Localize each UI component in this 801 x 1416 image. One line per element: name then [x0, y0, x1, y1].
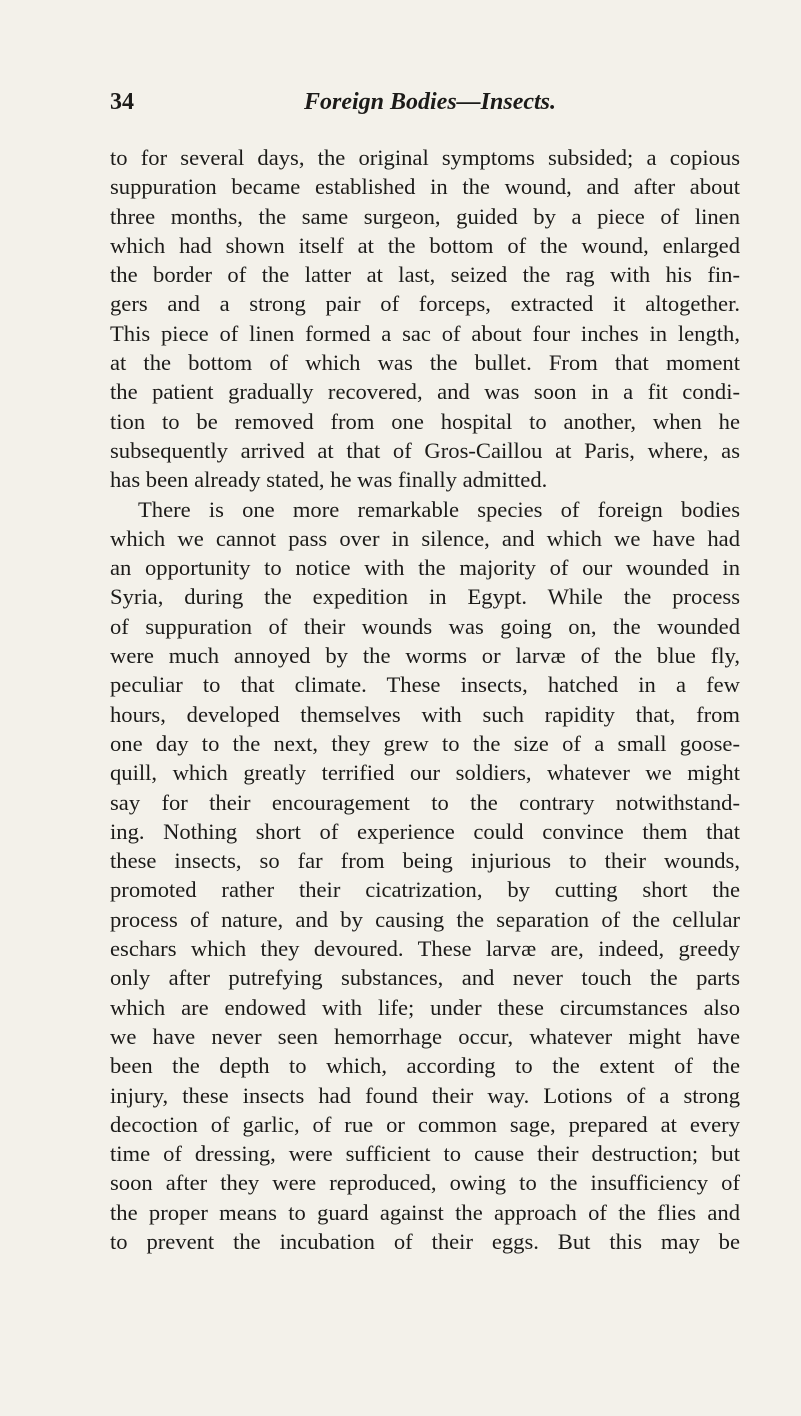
text-line: say for their encouragement to the contrary notwithstand-: [110, 789, 740, 815]
text-line: subsequently arrived at that of Gros-Caillou at Paris, where, as: [110, 437, 740, 463]
page-header: [110, 86, 750, 118]
text-line: only after putrefying substances, and never touch the parts: [110, 965, 740, 991]
text-line: ing. Nothing short of experience could convince them that: [110, 818, 740, 844]
text-line: which we cannot pass over in silence, and which we have had: [110, 525, 740, 551]
text-line: to prevent the incubation of their eggs. But this may be: [110, 1228, 740, 1254]
text-line: the proper means to guard against the approach of the flies and: [110, 1199, 740, 1225]
text-line: peculiar to that climate. These insects, hatched in a few: [110, 672, 740, 698]
text-line: hours, developed themselves with such rapidity that, from: [110, 701, 740, 727]
text-line: tion to be removed from one hospital to another, when he: [110, 408, 740, 434]
text-line: which are endowed with life; under these circumstances also: [110, 994, 740, 1020]
text-line: has been already stated, he was finally admitted.: [110, 467, 548, 493]
text-line: the border of the latter at last, seized the rag with his fin-: [110, 262, 740, 288]
text-line: an opportunity to notice with the majority of our wounded in: [110, 555, 740, 581]
text-line: process of nature, and by causing the separation of the cellular: [110, 906, 740, 932]
text-line: which had shown itself at the bottom of the wound, enlarged: [110, 232, 740, 258]
text-line: This piece of linen formed a sac of about four inches in length,: [110, 320, 740, 346]
text-line: of suppuration of their wounds was going on, the wounded: [110, 613, 740, 639]
text-line: been the depth to which, according to the extent of the: [110, 1053, 740, 1079]
text-line: we have never seen hemorrhage occur, whatever might have: [110, 1023, 740, 1049]
text-line: at the bottom of which was the bullet. From that moment: [110, 350, 740, 376]
text-line: Syria, during the expedition in Egypt. While the process: [110, 584, 740, 610]
text-line: injury, these insects had found their way. Lotions of a strong: [110, 1082, 740, 1108]
text-line: one day to the next, they grew to the size of a small goose-: [110, 730, 740, 756]
text-line: the patient gradually recovered, and was soon in a fit condi-: [110, 379, 740, 405]
text-line: were much annoyed by the worms or larvæ of the blue fly,: [110, 643, 740, 669]
text-line: suppuration became established in the wound, and after about: [110, 174, 740, 200]
text-line: gers and a strong pair of forceps, extracted it altogether.: [110, 291, 740, 317]
text-line: to for several days, the original symptoms subsided; a copious: [110, 145, 740, 170]
page-number: 34: [110, 89, 134, 115]
running-title: Foreign Bodies—Insects.: [303, 89, 557, 115]
text-line: three months, the same surgeon, guided by a piece of linen: [110, 203, 740, 229]
text-line: decoction of garlic, of rue or common sage, prepared at every: [110, 1111, 740, 1137]
text-line: these insects, so far from being injurious to their wounds,: [110, 848, 740, 874]
text-line: soon after they were reproduced, owing to the insufficiency of: [110, 1170, 740, 1196]
paragraph-start-line: There is one more remarkable species of foreign bodies: [138, 496, 740, 522]
text-line: eschars which they devoured. These larvæ are, indeed, greedy: [110, 936, 740, 962]
body-text: [110, 143, 740, 1256]
text-line: time of dressing, were sufficient to cause their destruction; but: [110, 1141, 740, 1167]
text-line: quill, which greatly terrified our soldiers, whatever we might: [110, 760, 740, 786]
text-line: promoted rather their cicatrization, by cutting short the: [110, 877, 740, 903]
